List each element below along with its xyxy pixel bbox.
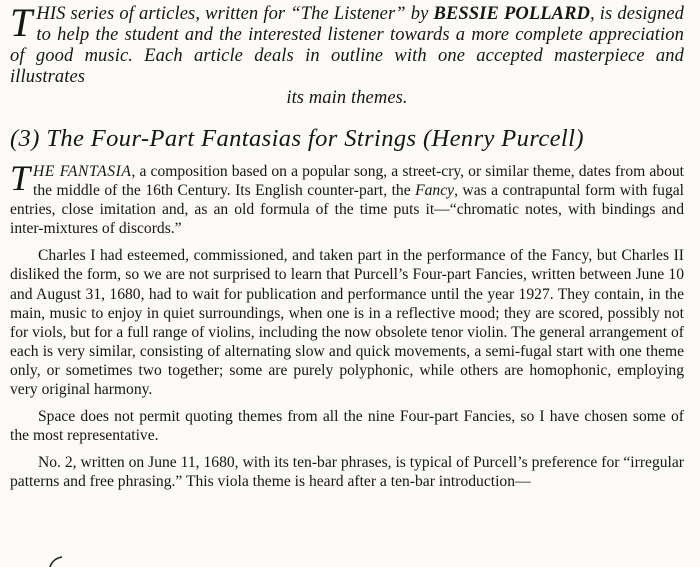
paragraph-1-text-a: , a composition based on a popular song, a street-cry, or similar theme, dates from about the middle of the 16th Century. Its English counter-part, the xyxy=(33,163,685,200)
composer-name: (Henry Purcell) xyxy=(423,125,584,152)
paragraph-drop-cap: T xyxy=(10,158,31,198)
author-name: BESSIE POLLARD xyxy=(433,4,590,24)
intro-drop-cap: T xyxy=(10,0,33,45)
intro-text-middle: , is designed to help the student and the interested listener towards a more complete appreciation of good music. Each article deals in outline with one accepted masterpiece and illustrates xyxy=(10,4,684,87)
intro-text-end: its main themes. xyxy=(286,88,408,108)
music-notation-fragment xyxy=(44,555,74,567)
fancy-term: Fancy xyxy=(415,182,455,200)
article-number: (3) xyxy=(10,125,40,152)
article-heading xyxy=(10,124,690,154)
series-introduction xyxy=(10,0,684,109)
lead-term: HE FANTASIA xyxy=(33,163,132,180)
article-title: The Four-Part Fantasias for Strings xyxy=(46,125,417,152)
paragraph-1-text-b: , was a contrapuntal form with fugal entries, close imitation and, as an old formula of the time puts it—“chromatic notes, with bindings and inter-mixtures of discords.” xyxy=(10,182,684,238)
intro-text-start: HIS series of articles, written for “The Listener” by xyxy=(36,4,434,24)
article-body xyxy=(10,158,685,500)
paragraph-3: Space does not permit quoting themes from all the nine Four-part Fancies, so I have chosen some of the most representative. xyxy=(10,408,684,445)
paragraph-2: Charles I had esteemed, commissioned, and taken part in the performance of the Fancy, but Charles II disliked the form, so we are not surprised to learn that Purcell’s Four-part Fancies, written between June 10 and August 31, 1680, had to wait for publication and performance until the year 1927. They contain, in the main, music to enjoy in quiet surroundings, when one is in a reflective mood; they are scored, possibly not for viols, but for a full range of violins, including the now obsolete tenor violin. The general arrangement of each is very similar, consisting of alternating slow and quick movements, a semi-fugal start with one theme only, or sometimes two together; some are purely polyphonic, while others are homophonic, employing very original harmony. xyxy=(10,247,684,399)
paragraph-4: No. 2, written on June 11, 1680, with its ten-bar phrases, is typical of Purcell’s preference for “irregular patterns and free phrasing.” This viola theme is heard after a ten-bar introduction— xyxy=(10,454,684,491)
paragraph-1 xyxy=(10,158,685,238)
